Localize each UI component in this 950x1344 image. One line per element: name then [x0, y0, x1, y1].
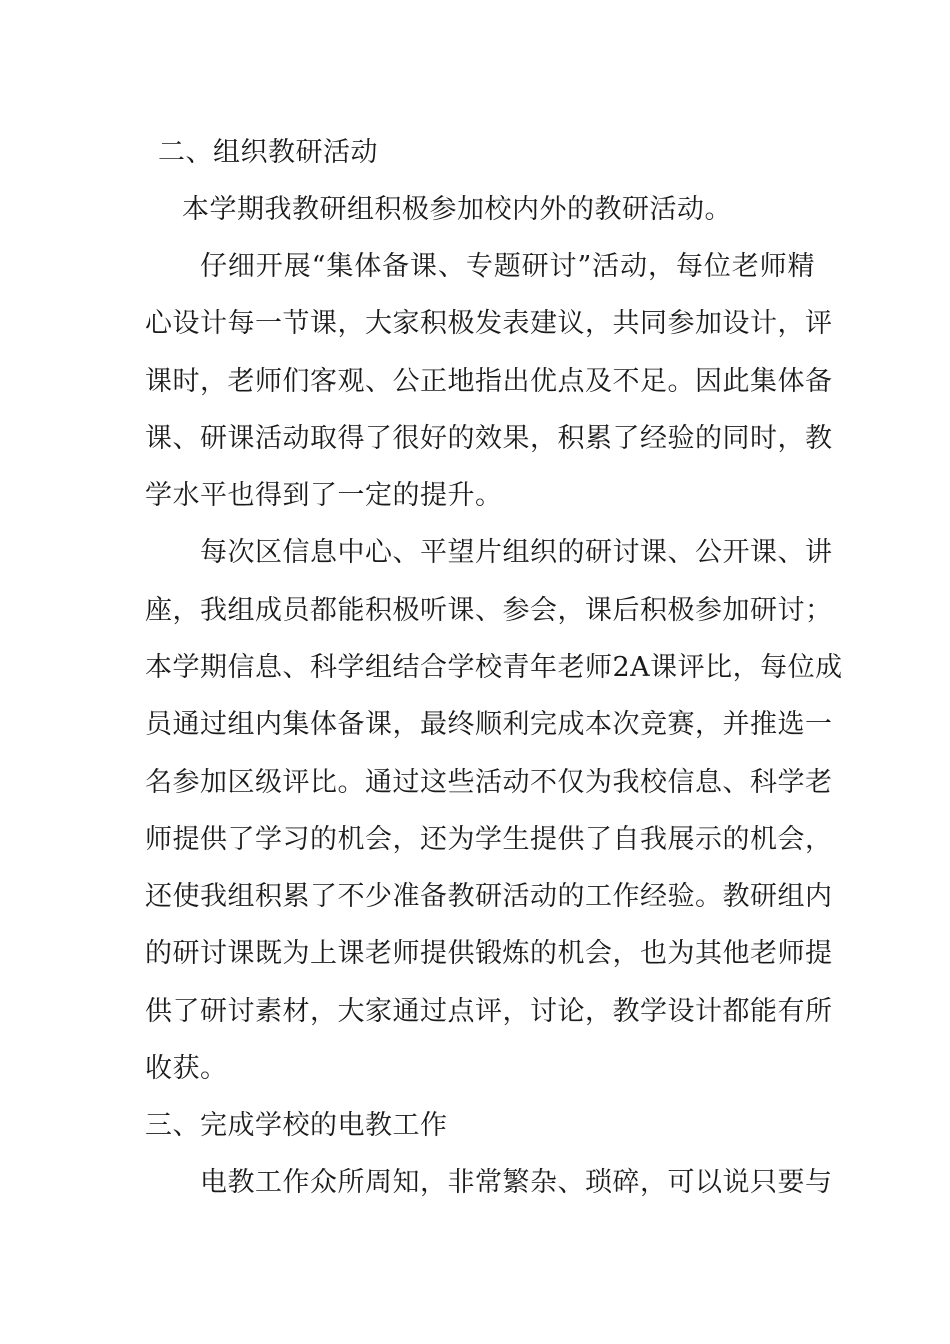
paragraph-2-line-10: 收获。	[145, 1053, 228, 1084]
paragraph-1-line-2: 心设计每一节课，大家积极发表建议，共同参加设计，评	[145, 308, 833, 339]
paragraph-2-line-5: 名参加区级评比。通过这些活动不仅为我校信息、科学老	[145, 767, 833, 798]
paragraph-2-line-4: 员通过组内集体备课，最终顺利完成本次竞赛，并推选一	[145, 709, 833, 740]
intro-line: 本学期我教研组积极参加校内外的教研活动。	[182, 194, 732, 225]
section-heading-2: 二、组织教研活动	[158, 137, 378, 168]
paragraph-1-line-5: 学水平也得到了一定的提升。	[145, 480, 503, 511]
paragraph-1-line-4: 课、研课活动取得了很好的效果，积累了经验的同时，教	[145, 423, 833, 454]
paragraph-2-line-6: 师提供了学习的机会，还为学生提供了自我展示的机会，	[145, 824, 833, 855]
paragraph-2-line-9: 供了研讨素材，大家通过点评，讨论，教学设计都能有所	[145, 996, 833, 1027]
paragraph-1-line-3: 课时，老师们客观、公正地指出优点及不足。因此集体备	[145, 366, 833, 397]
paragraph-2-line-8: 的研讨课既为上课老师提供锻炼的机会，也为其他老师提	[145, 938, 833, 969]
paragraph-2-line-7: 还使我组积累了不少准备教研活动的工作经验。教研组内	[145, 881, 833, 912]
paragraph-2-line-2: 座，我组成员都能积极听课、参会，课后积极参加研讨；	[145, 595, 833, 626]
paragraph-1-line-1: 仔细开展“集体备课、专题研讨”活动，每位老师精	[200, 251, 815, 282]
section-heading-3: 三、完成学校的电教工作	[145, 1110, 448, 1141]
paragraph-3-line-1: 电教工作众所周知，非常繁杂、琐碎，可以说只要与	[200, 1167, 833, 1198]
paragraph-2-line-3: 本学期信息、科学组结合学校青年老师2A课评比，每位成	[145, 652, 843, 683]
paragraph-2-line-1: 每次区信息中心、平望片组织的研讨课、公开课、讲	[200, 537, 833, 568]
